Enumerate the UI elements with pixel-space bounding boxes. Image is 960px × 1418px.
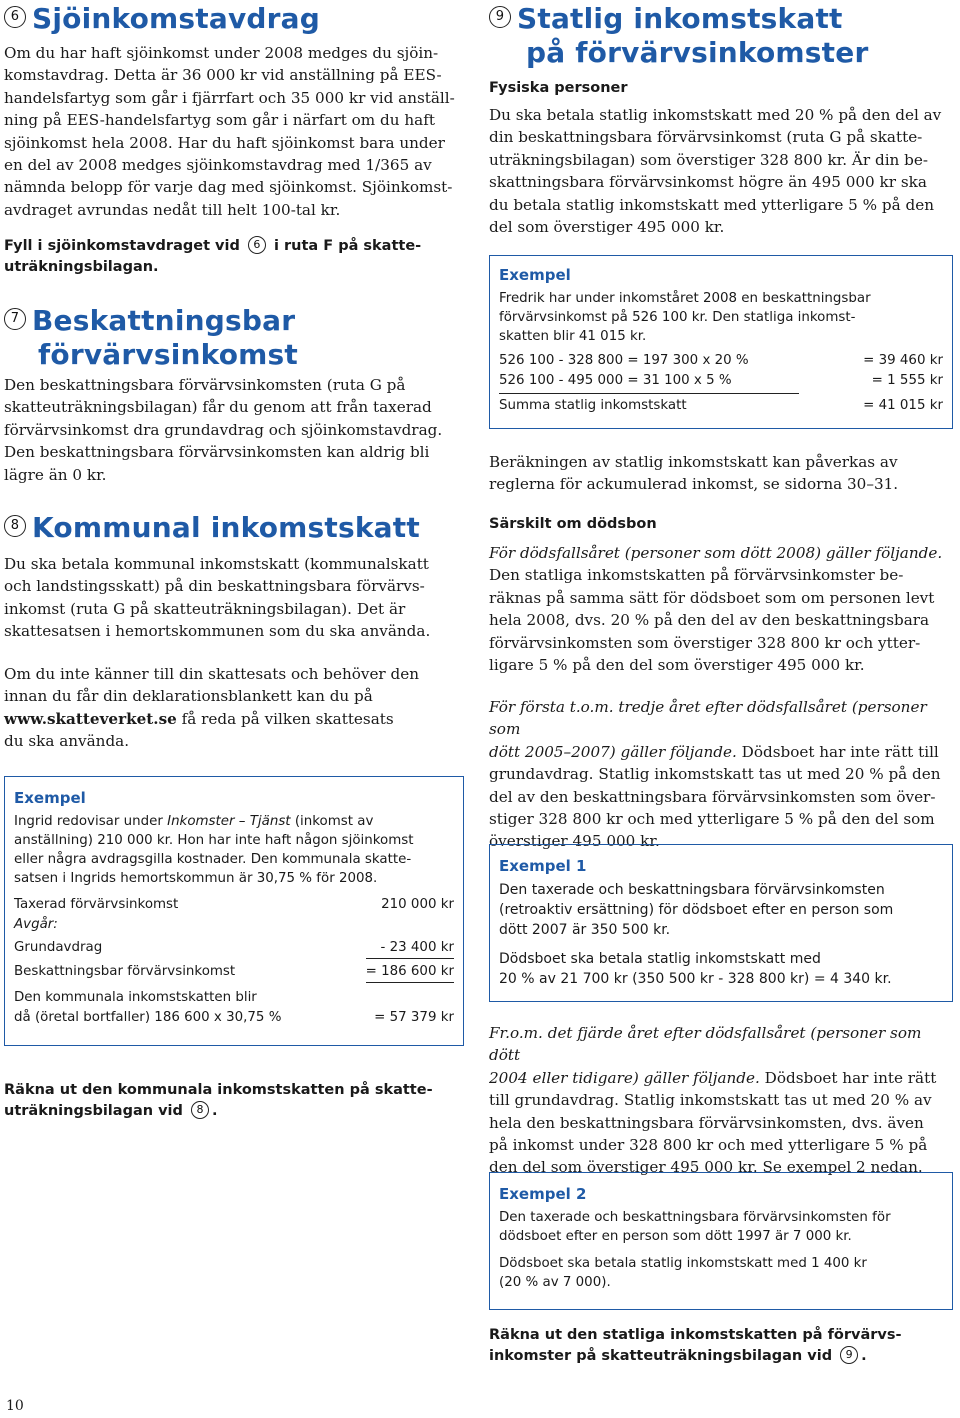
page-number: 10 xyxy=(6,1398,24,1414)
calc-row: 526 100 - 495 000 = 31 100 x 5 % = 1 555 kr xyxy=(499,373,943,388)
dodsbon-body-1: För dödsfallsåret (personer som dött 2008) gäller följande. Den statliga inkomstskatten på förvärvsinkomster be- räknas på samma sätt för dödsboet som om personen levt hela 2008, dvs. 20 % på den del av den beskattningsbara förvärvsinkomsten som överstiger 328 800 kr och ytter- ligare 5 % på den del som överstiger 495 000 kr. xyxy=(489,544,943,675)
section-9-body: Du ska betala statlig inkomstskatt med 20 % på den del av din beskattningsbara förvärvsinkomst (ruta G på skatte- uträkningsbilagan) som överstiger 328 800 kr. Är din be- skattningsbara förvärvsinkomst högre än 495 000 kr ska du betala statlig inkomstskatt med ytterligare 5 % på den del som överstiger 495 000 kr. xyxy=(489,106,942,237)
example-box-statlig: Exempel Fredrik har under inkomståret 2008 en beskattningsbar förvärvsinkomst på 526 100 kr. Den statliga inkomst- skatten blir 41 015 kr. 526 100 - 328 800 = 197 300 x 20 % = 39 460 kr 526 100 - 495 000 = 31 100 x 5 % = 1 555 kr Summa statlig inkomstskatt = 41 015 kr xyxy=(489,255,953,429)
calc-row: Beskattningsbar förvärvsinkomst = 186 600 kr xyxy=(14,962,454,983)
field-number-badge: 6 xyxy=(248,236,266,254)
section-8-note: Om du inte känner till din skattesats och behöver den innan du får din deklarationsblankett kan du på www.skatteverket.se få reda på vilken skattesats du ska använda. xyxy=(4,665,420,751)
example-box-kommunal: Exempel Ingrid redovisar under Inkomster – Tjänst (inkomst av anställning) 210 000 kr. Hon har inte haft någon sjöinkomst eller några avdragsgilla kostnader. Den kommunala skatte- satsen i Ingrids hemortskommun är 30,75 % för 2008. Taxerad förvärvsinkomst 210 000 kr Avgår: Grundavdrag - 23 400 kr Beskattningsbar förvärvsinkomst = 186 600 kr Den kommunala inkomstskatten blir då (öretal bortfaller) 186 600 x 30,75 % = 57 379 kr xyxy=(4,776,464,1046)
example-2-box: Exempel 2 Den taxerade och beskattningsbara förvärvsinkomsten för dödsboet efter en person som dött 1997 är 7 000 kr. Dödsboet ska betala statlig inkomstskatt med 1 400 kr (20 % av 7 000). xyxy=(489,1172,953,1310)
calc-row: Avgår: xyxy=(14,917,58,932)
section-9-instruction: Räkna ut den statliga inkomstskatten på förvärvs- inkomster på skatteuträkningsbilagan vid 9 . xyxy=(489,1327,902,1364)
accumulated-income-note: Beräkningen av statlig inkomstskatt kan påverkas av reglerna för ackumulerad inkomst, se sidorna 30–31. xyxy=(489,453,899,494)
dodsbon-body-3: Fr.o.m. det fjärde året efter dödsfallsåret (personer som dött 2004 eller tidigare) gäller följande. Dödsboet har inte rätt till grundavdrag. Statlig inkomstskatt tas ut med 20 % av hela den beskattningsbara förvärvsinkomsten, dvs. även på inkomst under 328 800 kr och med ytterligare 5 % på den del som överstiger 495 000 kr. Se exempel 2 nedan. xyxy=(489,1024,937,1177)
subheading-dodsbon: Särskilt om dödsbon xyxy=(489,516,657,532)
example-1-box: Exempel 1 Den taxerade och beskattningsbara förvärvsinkomsten (retroaktiv ersättning) för dödsboet efter en person som dött 2007 är 350 500 kr. Dödsboet ska betala statlig inkomstskatt med 20 % av 21 700 kr (350 500 kr - 328 800 kr) = 4 340 kr. xyxy=(489,844,953,1002)
skatteverket-link[interactable]: www.skatteverket.se xyxy=(4,709,177,728)
section-8-instruction: Räkna ut den kommunala inkomstskatten på skatte- uträkningsbilagan vid 8 . xyxy=(4,1082,433,1119)
dodsbon-body-2: För första t.o.m. tredje året efter dödsfallsåret (personer som dött 2005–2007) gäller följande. Dödsboet har inte rätt till grundavdrag. Statlig inkomstskatt tas ut med 20 % på den del av den beskattningsbara förvärvsinkomsten som över- stiger 328 800 kr och med ytterligare 5 % på den del som överstiger 495 000 kr. xyxy=(489,698,941,851)
section-7-body: Den beskattningsbara förvärvsinkomsten (ruta G på skatteuträkningsbilagan) får du genom att från taxerad förvärvsinkomst dra grundavdrag och sjöinkomstavdrag. Den beskattningsbara förvärvsinkomsten kan aldrig bli lägre än 0 kr. xyxy=(4,376,443,484)
calc-row: då (öretal bortfaller) 186 600 x 30,75 % = 57 379 kr xyxy=(14,1010,454,1025)
section-number-badge: 7 xyxy=(4,308,26,330)
section-6-body: Om du har haft sjöinkomst under 2008 medges du sjöin- komstavdrag. Detta är 36 000 kr vid anställning på EES- handelsfartyg som går i fjärrfart och 35 000 kr vid anställ- ning på EES-handelsfartyg som går i närfart om du haft sjöinkomst hela 2008. Har du haft sjöinkomst bara under en del av 2008 medges sjöinkomstavdrag med 1/365 av nämnda belopp för varje dag med sjöinkomst. Sjöinkomst- avdraget avrundas nedåt till helt 100-tal kr. xyxy=(4,44,455,219)
calc-row: Den kommunala inkomstskatten blir xyxy=(14,990,257,1005)
calc-row: Grundavdrag - 23 400 kr xyxy=(14,938,454,959)
calc-row: 526 100 - 328 800 = 197 300 x 20 % = 39 460 kr xyxy=(499,353,943,368)
calc-row: Taxerad förvärvsinkomst 210 000 kr xyxy=(14,897,454,912)
section-8-body: Du ska betala kommunal inkomstskatt (kommunalskatt och landstingsskatt) på din beskattningsbara förvärvs- inkomst (ruta G på skatteuträkningsbilagan). Det är skattesatsen i hemortskommunen som du ska använda. xyxy=(4,555,431,641)
section-9-heading: 9 Statlig inkomstskatt på förvärvsinkomster xyxy=(489,2,868,70)
section-7-heading: 7 Beskattningsbar förvärvsinkomst xyxy=(4,304,298,372)
section-8-heading: 8 Kommunal inkomstskatt xyxy=(4,511,420,545)
field-number-badge: 8 xyxy=(191,1101,209,1119)
section-number-badge: 9 xyxy=(489,6,511,28)
subheading-fysiska-personer: Fysiska personer xyxy=(489,80,628,96)
section-6-instruction: Fyll i sjöinkomstavdraget vid 6 i ruta F på skatte- uträkningsbilagan. xyxy=(4,238,422,275)
calc-row: Summa statlig inkomstskatt = 41 015 kr xyxy=(499,398,943,413)
section-number-badge: 6 xyxy=(4,6,26,28)
section-number-badge: 8 xyxy=(4,515,26,537)
field-number-badge: 9 xyxy=(840,1346,858,1364)
section-6-heading: 6 Sjöinkomstavdrag xyxy=(4,2,320,36)
